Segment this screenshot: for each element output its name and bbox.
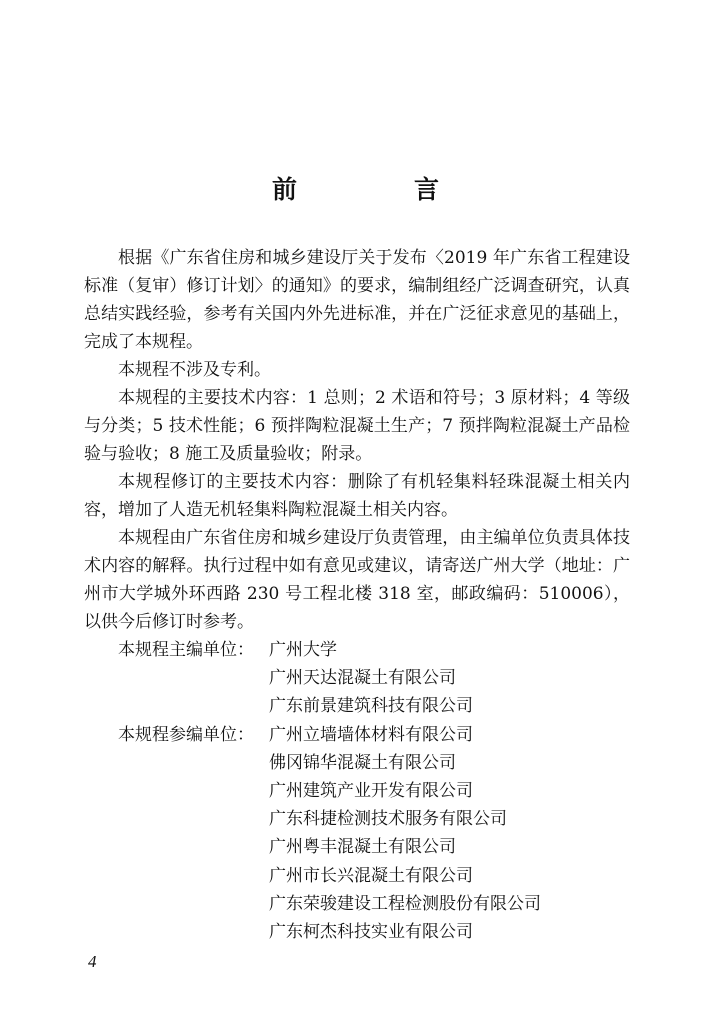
unit-row [118, 777, 541, 805]
unit-row [118, 862, 541, 890]
unit-name: 广州市长兴混凝土有限公司 [269, 865, 473, 886]
paragraph: 本规程由广东省住房和城乡建设厅负责管理，由主编单位负责具体技术内容的解释。执行过程中如有意见或建议，请寄送广州大学（地址：广州市大学城外环西路 230 号工程北楼 318 室，邮政编码：510006），以供今后修订时参考。 [84, 528, 630, 632]
unit-row [118, 749, 541, 777]
unit-name: 广东荣骏建设工程检测股份有限公司 [269, 893, 541, 914]
unit-name: 广东科捷检测技术服务有限公司 [269, 809, 507, 830]
unit-row [118, 918, 541, 946]
unit-name: 广东前景建筑科技有限公司 [269, 696, 473, 717]
unit-name: 广州立墙墙体材料有限公司 [269, 724, 473, 745]
unit-row [118, 664, 541, 692]
paragraph: 根据《广东省住房和城乡建设厅关于发布〈2019 年广东省工程建设标准（复审）修订计划〉的通知》的要求，编制组经广泛调查研究，认真总结实践经验，参考有关国内外先进标准，并在广泛征求意见的基础上，完成了本规程。 [84, 248, 630, 352]
unit-row [118, 636, 541, 664]
unit-row [118, 721, 541, 749]
participating-units-label: 本规程参编单位： [118, 724, 254, 745]
unit-name: 广州粤丰混凝土有限公司 [269, 837, 456, 858]
chief-units-label: 本规程主编单位： [118, 640, 254, 660]
unit-row [118, 833, 541, 861]
page-title: 前 言 [271, 175, 485, 204]
unit-row [118, 692, 541, 720]
unit-row [118, 890, 541, 918]
unit-name: 佛冈锦华混凝土有限公司 [269, 752, 456, 773]
units-list [118, 636, 541, 946]
preface-body [84, 244, 630, 636]
page-number: 4 [88, 952, 97, 971]
unit-name: 广州建筑产业开发有限公司 [269, 780, 473, 801]
paragraph: 本规程不涉及专利。 [118, 360, 271, 380]
unit-name: 广州天达混凝土有限公司 [269, 668, 456, 689]
paragraph: 本规程的主要技术内容：1 总则；2 术语和符号；3 原材料；4 等级与分类；5 技术性能；6 预拌陶粒混凝土生产；7 预拌陶粒混凝土产品检验与验收；8 施工及质量验收；附录。 [84, 388, 630, 464]
unit-row [118, 805, 541, 833]
unit-name: 广州大学 [269, 640, 337, 660]
unit-name: 广东柯杰科技实业有限公司 [269, 921, 473, 942]
paragraph: 本规程修订的主要技术内容：删除了有机轻集料轻珠混凝土相关内容，增加了人造无机轻集料陶粒混凝土相关内容。 [84, 472, 630, 520]
